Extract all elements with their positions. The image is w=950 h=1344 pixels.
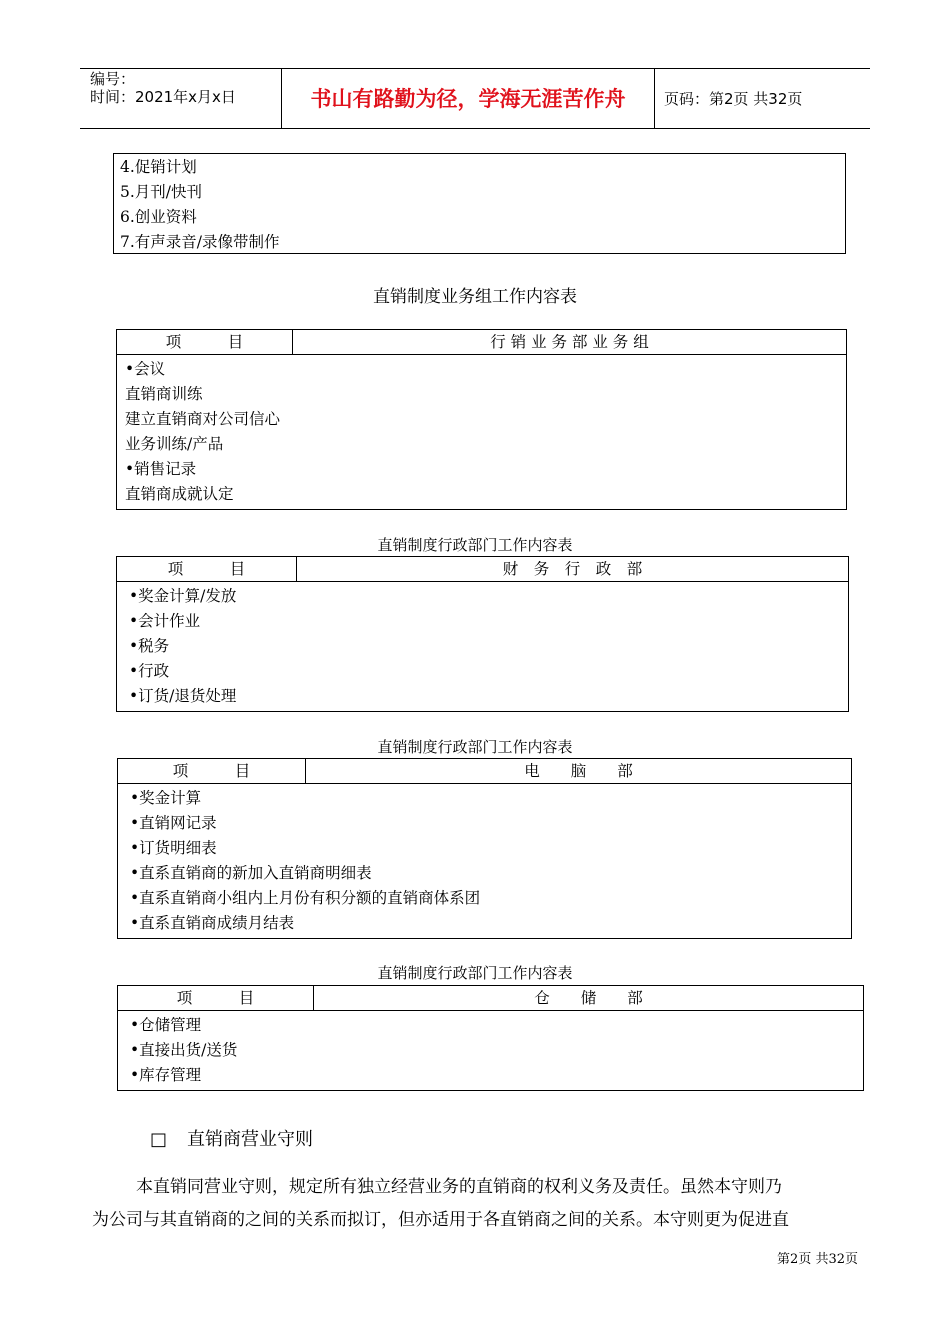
table-row: •会计作业 bbox=[129, 612, 201, 630]
table-caption: 直销制度行政部门工作内容表 bbox=[377, 738, 573, 756]
rules-paragraph bbox=[92, 1171, 862, 1237]
table-row: 直销商训练 bbox=[125, 385, 203, 403]
table-header-dept: 行 销 业 务 部 业 务 组 bbox=[293, 330, 847, 355]
table-header-dept: 财 务 行 政 部 bbox=[297, 557, 849, 582]
table-row: •直系直销商小组内上月份有积分额的直销商体系团 bbox=[130, 889, 481, 907]
table-caption: 直销制度行政部门工作内容表 bbox=[377, 536, 573, 554]
list-item: 7.有声录音/录像带制作 bbox=[120, 233, 280, 251]
table-row: •订货明细表 bbox=[130, 839, 217, 857]
doc-time-label: 时间：2021年x月x日 bbox=[90, 88, 236, 106]
table-row: •库存管理 bbox=[130, 1066, 202, 1084]
page-number-label: 页码：第2页 共32页 bbox=[664, 90, 803, 108]
table-body bbox=[117, 582, 849, 712]
business-team-table bbox=[116, 329, 847, 510]
table-row: •订货/退货处理 bbox=[129, 687, 237, 705]
table-header-item: 项 目 bbox=[118, 759, 306, 784]
paragraph-line: 为公司与其直销商的之间的关系而拟订，但亦适用于各直销商之间的关系。本守则更为促进直 bbox=[92, 1210, 789, 1230]
table-row: •奖金计算/发放 bbox=[129, 587, 237, 605]
continued-list-box bbox=[113, 153, 846, 254]
table-body bbox=[117, 355, 847, 510]
doc-code-label: 编号： bbox=[90, 70, 136, 88]
table-header-item: 项 目 bbox=[117, 330, 293, 355]
list-item: 4.促销计划 bbox=[120, 158, 197, 176]
table-row: •行政 bbox=[129, 662, 170, 680]
section-checkbox-icon: □ bbox=[150, 1129, 168, 1150]
warehouse-table bbox=[117, 985, 864, 1091]
table-caption: 直销制度业务组工作内容表 bbox=[373, 287, 577, 307]
table-row: 直销商成就认定 bbox=[125, 485, 234, 503]
table-row: •直销网记录 bbox=[130, 814, 217, 832]
table-row: •会议 bbox=[125, 360, 166, 378]
paragraph-line: 本直销同营业守则，规定所有独立经营业务的直销商的权利义务及责任。虽然本守则乃 bbox=[136, 1177, 782, 1197]
table-row: •直系直销商的新加入直销商明细表 bbox=[130, 864, 372, 882]
list-item: 6.创业资料 bbox=[120, 208, 197, 226]
table-row: •税务 bbox=[129, 637, 170, 655]
table-header-dept: 电 脑 部 bbox=[306, 759, 852, 784]
finance-admin-table bbox=[116, 556, 849, 712]
header-divider-2 bbox=[654, 68, 655, 129]
table-header-item: 项 目 bbox=[118, 986, 314, 1011]
header-motto: 书山有路勤为径，学海无涯苦作舟 bbox=[310, 87, 626, 111]
computer-dept-table bbox=[117, 758, 852, 939]
header-top-rule bbox=[80, 68, 870, 69]
table-row: •奖金计算 bbox=[130, 789, 202, 807]
section-title: 直销商营业守则 bbox=[187, 1129, 313, 1150]
table-row: •直接出货/送货 bbox=[130, 1041, 238, 1059]
table-row: •仓储管理 bbox=[130, 1016, 202, 1034]
header-bottom-rule bbox=[80, 128, 870, 129]
table-row: •销售记录 bbox=[125, 460, 197, 478]
table-header-dept: 仓 储 部 bbox=[314, 986, 864, 1011]
table-body bbox=[118, 784, 852, 939]
footer-page-number: 第2页 共32页 bbox=[777, 1252, 858, 1267]
table-caption: 直销制度行政部门工作内容表 bbox=[377, 964, 573, 982]
table-header-item: 项 目 bbox=[117, 557, 297, 582]
table-row: •直系直销商成绩月结表 bbox=[130, 914, 295, 932]
table-body bbox=[118, 1011, 864, 1091]
table-row: 建立直销商对公司信心 bbox=[125, 410, 281, 428]
table-row: 业务训练/产品 bbox=[125, 435, 224, 453]
list-item: 5.月刊/快刊 bbox=[120, 183, 203, 201]
